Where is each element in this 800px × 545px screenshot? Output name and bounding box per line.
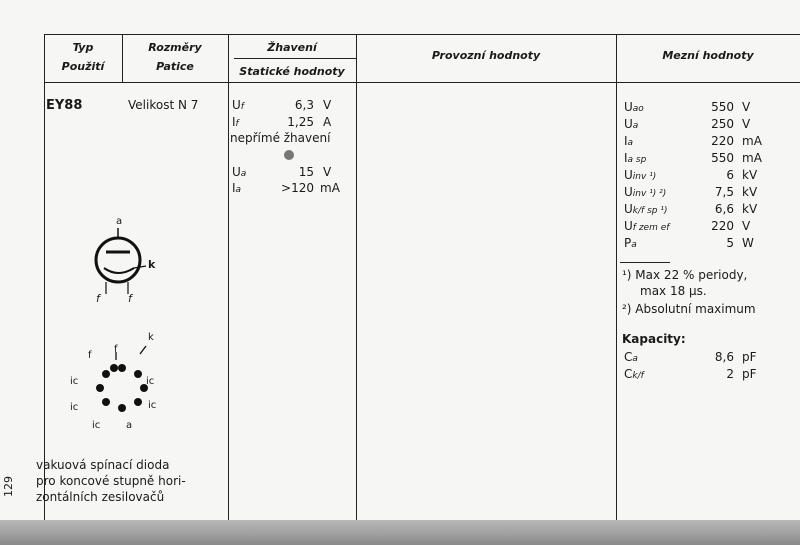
limit-row-value: 5 (726, 236, 734, 250)
limit-row-value: 220 (711, 134, 734, 148)
limit-row-unit: V (742, 100, 751, 114)
limit-row-unit: kV (742, 185, 758, 199)
limit-row-unit: W (742, 236, 754, 250)
capacitance-row-value: 8,6 (714, 350, 734, 364)
pin-label-ic-3: ic (148, 400, 157, 411)
header-rozmery: Rozměry (148, 41, 202, 54)
header-bottom-border (44, 82, 800, 83)
static-uf-symbol: Uf (232, 98, 244, 112)
header-staticke: Statické hodnoty (239, 65, 345, 78)
header-provozni: Provozní hodnoty (431, 49, 541, 62)
symbol-filament-label-1: f (96, 292, 100, 305)
footnote-1-line-1: ¹) Max 22 % periody, (622, 268, 748, 282)
footnote-2: ²) Absolutní maximum (622, 302, 756, 316)
static-ia-unit: mA (320, 181, 340, 195)
static-ia-symbol: Ia (232, 181, 242, 195)
table-top-border (44, 34, 800, 35)
header-patice: Patice (156, 60, 194, 73)
col-divider-2 (228, 34, 229, 520)
capacitance-title: Kapacity: (622, 332, 686, 346)
static-if-unit: A (323, 115, 332, 129)
limit-row-value: 550 (711, 100, 734, 114)
header-mezni: Mezní hodnoty (662, 49, 754, 62)
capacitance-row-unit: pF (742, 350, 757, 364)
limit-row-value: 6 (726, 168, 734, 182)
limit-row-value: 220 (711, 219, 734, 233)
heating-note: nepřímé žhavení (230, 131, 331, 145)
page-bottom-edge (0, 520, 800, 545)
static-ua-value: 15 (298, 165, 314, 179)
header-typ: Typ (72, 41, 94, 54)
header-subdivider (234, 58, 356, 59)
limit-row-symbol: Uk/f sp ¹) (624, 202, 668, 216)
pin-label-f2: f (114, 344, 118, 355)
static-if-symbol: If (232, 115, 239, 129)
limit-row-value: 550 (711, 151, 734, 165)
symbol-filament-label-2: f (128, 292, 132, 305)
page-number: 129 (2, 476, 15, 497)
static-ua-symbol: Ua (232, 165, 247, 179)
col-divider-4 (616, 34, 617, 520)
limit-row-unit: V (742, 219, 751, 233)
capacitance-row-value: 2 (726, 367, 734, 381)
limit-row-unit: mA (742, 134, 762, 148)
usage-line-1: vakuová spínací dioda (36, 458, 170, 472)
limit-row-symbol: Ia (624, 134, 634, 148)
usage-line-3: zontálních zesilovačů (36, 490, 165, 504)
header-pouziti: Použití (61, 60, 105, 73)
usage-line-2: pro koncové stupně hori- (36, 474, 186, 488)
heating-symbol (284, 150, 294, 160)
static-ia-value: >120 (281, 181, 314, 195)
capacitance-row-unit: pF (742, 367, 757, 381)
capacitance-row-symbol: Ca (624, 350, 638, 364)
static-uf-value: 6,3 (294, 98, 314, 112)
limit-row-unit: V (742, 117, 751, 131)
limits-footnote-divider (620, 262, 670, 263)
limit-row-symbol: Ia sp (624, 151, 647, 165)
symbol-anode-label: a (116, 216, 123, 227)
static-uf-unit: V (323, 98, 332, 112)
pin-label-ic-5: ic (92, 420, 101, 431)
limit-row-value: 6,6 (714, 202, 734, 216)
limit-row-symbol: Ua (624, 117, 639, 131)
limit-row-unit: mA (742, 151, 762, 165)
static-ua-unit: V (323, 165, 332, 179)
table-left-border (44, 34, 45, 520)
limit-row-unit: kV (742, 168, 758, 182)
pin-base-diagram (62, 330, 182, 440)
tube-type: EY88 (46, 98, 83, 113)
pin-label-f1: f (88, 350, 92, 361)
pin-label-k: k (148, 332, 154, 343)
limit-row-symbol: Uinv ¹) (624, 168, 657, 182)
tube-size: Velikost N 7 (128, 98, 199, 112)
limit-row-symbol: Uao (624, 100, 644, 114)
limit-row-value: 250 (711, 117, 734, 131)
col-divider-3 (356, 34, 357, 520)
symbol-cathode-label: k (148, 258, 156, 271)
limit-row-value: 7,5 (714, 185, 734, 199)
header-zhaveni: Žhavení (267, 41, 317, 54)
limit-row-unit: kV (742, 202, 758, 216)
limit-row-symbol: Pa (624, 236, 637, 250)
pin-label-a: a (126, 420, 133, 431)
capacitance-row-symbol: Ck/f (624, 367, 644, 381)
static-if-value: 1,25 (287, 115, 314, 129)
pin-label-ic-2: ic (146, 376, 155, 387)
limit-row-symbol: Uinv ¹) ²) (624, 185, 667, 199)
pin-label-ic-4: ic (70, 402, 79, 413)
pin-label-ic-1: ic (70, 376, 79, 387)
limit-row-symbol: Uf zem ef (624, 219, 670, 233)
footnote-1-line-2: max 18 μs. (640, 284, 707, 298)
